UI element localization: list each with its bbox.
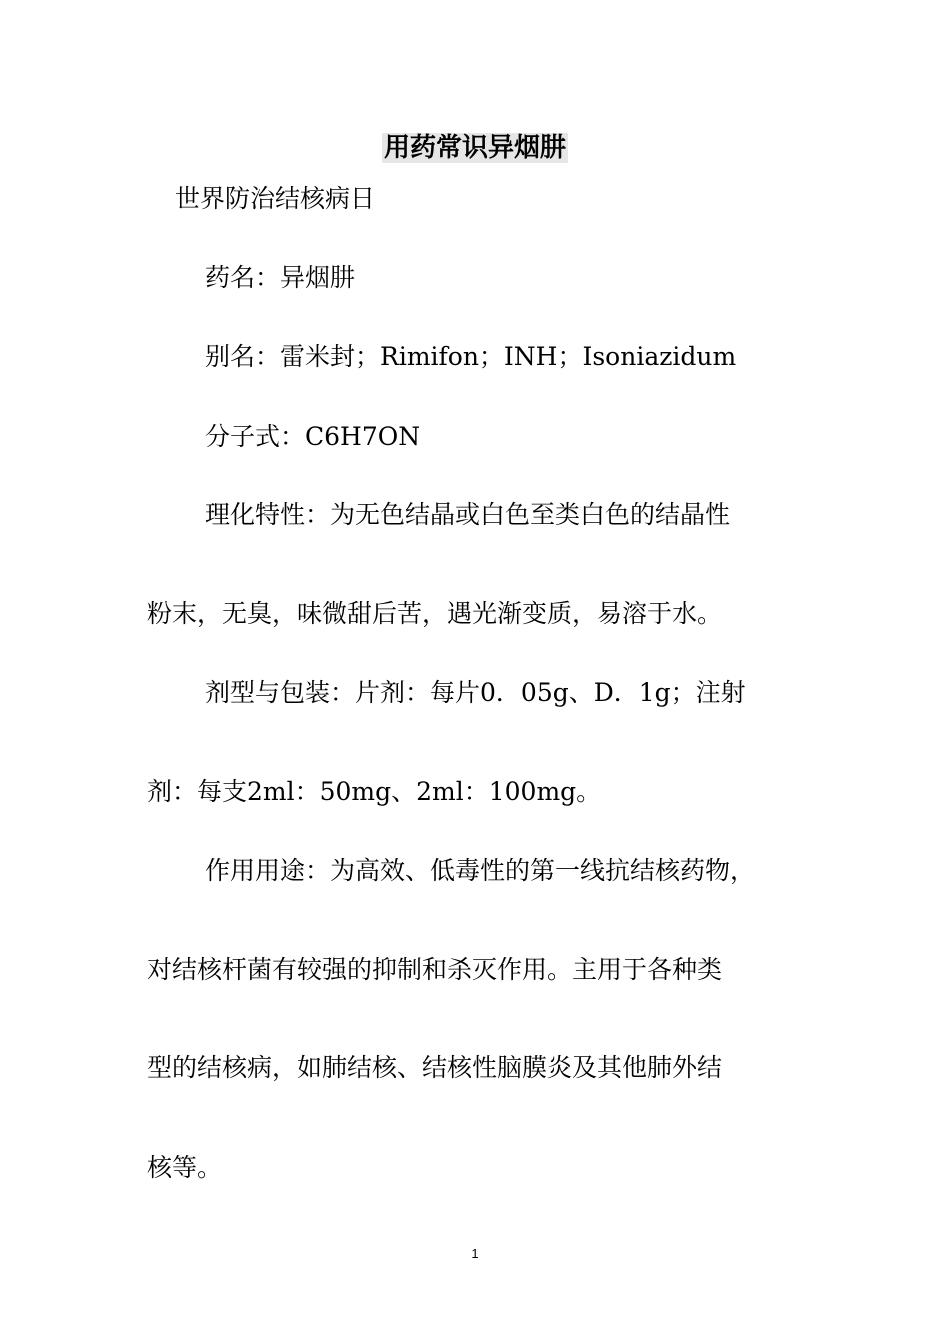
alias-line: 别名：雷米封；Rimifon；INH；Isoniazidum — [205, 342, 737, 371]
formula-line: 分子式：C6H7ON — [205, 422, 421, 451]
dosage-line-1: 剂型与包装：片剂：每片0．05g、D．1g；注射 — [205, 678, 746, 707]
usage-line-1: 作用用途：为高效、低毒性的第一线抗结核药物， — [205, 856, 756, 885]
drug-name-line: 药名：异烟肼 — [205, 263, 356, 292]
subtitle: 世界防治结核病日 — [175, 184, 376, 213]
document-title — [0, 130, 950, 166]
properties-line-1: 理化特性：为无色结晶或白色至类白色的结晶性 — [205, 500, 731, 529]
usage-line-4: 核等。 — [147, 1153, 223, 1182]
properties-line-2: 粉末，无臭，味微甜后苦，遇光渐变质，易溶于水。 — [147, 599, 723, 628]
usage-line-3: 型的结核病，如肺结核、结核性脑膜炎及其他肺外结 — [147, 1053, 723, 1082]
dosage-line-2: 剂：每支2ml：50mg、2ml：100mg。 — [147, 777, 602, 806]
usage-line-2: 对结核杆菌有较强的抑制和杀灭作用。主用于各种类 — [147, 955, 723, 984]
page-number: 1 — [471, 1246, 479, 1261]
document-title-text: 用药常识异烟肼 — [383, 133, 566, 163]
